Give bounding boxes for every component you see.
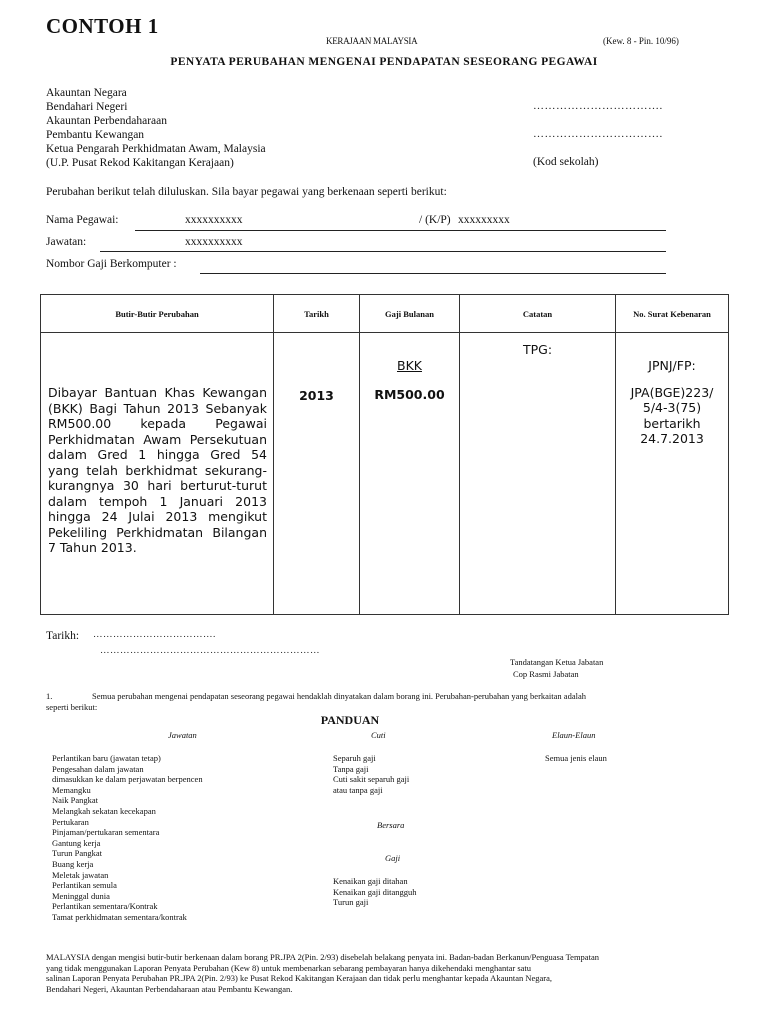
- list-item: Melangkah sekatan kecekapan: [52, 805, 156, 816]
- list-item: Pengesahan dalam jawatan: [52, 763, 144, 774]
- kp-value[interactable]: xxxxxxxxx: [458, 214, 510, 226]
- gaji-cell: [360, 333, 460, 615]
- list-item: Memangku: [52, 784, 91, 795]
- surat-line-2: JPA(BGE)223/: [630, 384, 714, 400]
- list-item: Meletak jawatan: [52, 869, 109, 880]
- surat-line-5: 24.7.2013: [640, 431, 704, 446]
- table-header-row: [41, 295, 729, 333]
- table-row: [41, 333, 729, 615]
- panduan-col-jawatan: Jawatan: [168, 730, 197, 740]
- list-item: Kenaikan gaji ditahan: [333, 876, 408, 886]
- addressee-list: [46, 86, 266, 170]
- nama-pegawai-label: Nama Pegawai:: [46, 214, 119, 226]
- kp-label: / (K/P): [419, 214, 451, 226]
- list-item: Pertukaran: [52, 816, 89, 827]
- elaun-guide-list: [545, 753, 607, 764]
- signature-label: Tandatangan Ketua Jabatan: [510, 657, 604, 667]
- dotted-field-2[interactable]: …………………………….: [533, 128, 663, 140]
- panduan-col-elaun: Elaun-Elaun: [552, 730, 596, 740]
- list-item: Naik Pangkat: [52, 795, 99, 806]
- instruction-text: Perubahan berikut telah diluluskan. Sila bayar pegawai yang berkenaan seperti berikut:: [46, 186, 447, 198]
- list-item: Separuh gaji: [333, 753, 376, 763]
- note-text: Semua perubahan mengenai pendapatan seseorang pegawai hendaklah dinyatakan dalam borang ini. Perubahan-perubahan yang berkaitan adalah: [92, 691, 586, 701]
- issuer-label: KERAJAAN MALAYSIA: [326, 36, 418, 46]
- gaji-heading: Gaji: [385, 853, 401, 863]
- tarikh-value: 2013: [299, 388, 334, 403]
- list-item: Meninggal dunia: [52, 890, 110, 901]
- dotted-field-1[interactable]: …………………………….: [533, 100, 663, 112]
- surat-line-4: bertarikh: [643, 415, 701, 431]
- list-item: dimasukkan ke dalam perjawatan berpencen: [52, 774, 203, 785]
- surat-cell: [616, 333, 729, 615]
- panduan-col-cuti: Cuti: [371, 730, 386, 740]
- stamp-label: Cop Rasmi Jabatan: [513, 669, 579, 679]
- list-item: Perlantikan baru (jawatan tetap): [52, 753, 161, 763]
- form-title: CONTOH 1: [46, 14, 159, 38]
- header-gaji: Gaji Bulanan: [360, 295, 460, 333]
- footer-line: Bendahari Negeri, Akauntan Perbendaharaan atau Pembantu Kewangan.: [46, 983, 293, 994]
- list-item: Tanpa gaji: [333, 763, 369, 774]
- jawatan-underline: [100, 251, 666, 252]
- addressee-item: Bendahari Negeri: [46, 101, 128, 113]
- list-item: Gantung kerja: [52, 837, 101, 848]
- addressee-item: Pembantu Kewangan: [46, 129, 145, 141]
- header-tarikh: Tarikh: [274, 295, 360, 333]
- butir-cell: [41, 333, 274, 615]
- nombor-gaji-label: Nombor Gaji Berkomputer :: [46, 258, 177, 270]
- jawatan-label: Jawatan:: [46, 236, 87, 248]
- panduan-title: PANDUAN: [320, 713, 380, 727]
- gaji-guide-list: [333, 876, 417, 908]
- addressee-item: Akauntan Negara: [46, 87, 127, 99]
- gaji-amount: RM500.00: [374, 387, 445, 402]
- catatan-value: TPG:: [522, 342, 553, 357]
- addressee-item: (U.P. Pusat Rekod Kakitangan Kerajaan): [46, 157, 234, 169]
- nama-underline: [135, 230, 666, 231]
- list-item: Kenaikan gaji ditangguh: [333, 886, 417, 897]
- footer-line: salinan Laporan Penyata Perubahan PR.JPA 2(Pin. 2/93) ke Pusat Rekod Kakitangan Kerajaan dan tidak perlu menghantar kepada Akauntan Negara,: [46, 973, 553, 983]
- footer-line: yang tidak menggunakan Laporan Penyata Perubahan (Kew 8) untuk membenarkan sebarang pembayaran hanya dikehendaki menghantar satu: [46, 962, 532, 973]
- list-item: Tamat perkhidmatan sementara/kontrak: [52, 911, 187, 922]
- main-title: PENYATA PERUBAHAN MENGENAI PENDAPATAN SESEORANG PEGAWAI: [170, 56, 598, 68]
- tarikh-cell: [274, 333, 360, 615]
- surat-line-3: 5/4-3(75): [642, 400, 702, 415]
- signature-dotted-field[interactable]: …………………………………………………………: [100, 646, 320, 656]
- jawatan-value[interactable]: xxxxxxxxxx: [185, 236, 243, 248]
- jawatan-guide-list: [52, 753, 203, 923]
- list-item: Semua jenis elaun: [545, 753, 607, 763]
- footer-paragraph: [46, 952, 726, 994]
- header-surat: No. Surat Kebenaran: [616, 295, 729, 333]
- list-item: Pinjaman/pertukaran sementara: [52, 827, 160, 838]
- cuti-guide-list: [333, 753, 409, 795]
- list-item: atau tanpa gaji: [333, 784, 383, 795]
- nama-pegawai-value[interactable]: xxxxxxxxxx: [185, 214, 243, 226]
- tarikh-sign-field[interactable]: ……………………………….: [93, 630, 216, 640]
- list-item: Cuti sakit separuh gaji: [333, 774, 410, 785]
- header-catatan: Catatan: [460, 295, 616, 333]
- catatan-cell: [460, 333, 616, 615]
- addressee-item: Ketua Pengarah Perkhidmatan Awam, Malaysia: [46, 143, 266, 155]
- header-butir: Butir-Butir Perubahan: [41, 295, 274, 333]
- nombor-gaji-underline[interactable]: [200, 273, 666, 274]
- addressee-item: Akauntan Perbendaharaan: [46, 115, 168, 127]
- butir-description: Dibayar Bantuan Khas Kewangan (BKK) Bagi Tahun 2013 Sebanyak RM500.00 kepada Pegawai Perkhidmatan Awam Persekutuan dalam Gred 1 hingga Gred 54 yang telah berkhidmat sekurang-kurangnya 30 hari berturut-turut dalam tempoh 1 Januari 2013 hingga 24 Julai 2013 mengikut Pekeliling Perkhidmatan Bilangan 7 Tahun 2013.: [48, 385, 267, 555]
- note-continuation: seperti berikut:: [46, 702, 98, 712]
- gaji-code: BKK: [397, 358, 422, 373]
- kod-sekolah-label: (Kod sekolah): [533, 156, 599, 168]
- list-item: Turun Pangkat: [52, 848, 102, 859]
- form-code: (Kew. 8 - Pin. 10/96): [603, 36, 679, 46]
- bersara-heading: Bersara: [377, 820, 405, 830]
- list-item: Perlantikan sementara/Kontrak: [52, 901, 158, 912]
- changes-table: [40, 294, 729, 615]
- list-item: Buang kerja: [52, 858, 94, 869]
- list-item: Turun gaji: [333, 897, 369, 908]
- tarikh-sign-label: Tarikh:: [46, 630, 80, 642]
- surat-line-1: JPNJ/FP:: [648, 358, 696, 373]
- list-item: Perlantikan semula: [52, 880, 117, 891]
- footer-line: MALAYSIA dengan mengisi butir-butir berkenaan dalam borang PR.JPA 2(Pin. 2/93) disebelah belakang penyata ini. Badan-badan Berkanun/Penguasa Tempatan: [46, 952, 599, 962]
- note-number: 1.: [46, 691, 53, 701]
